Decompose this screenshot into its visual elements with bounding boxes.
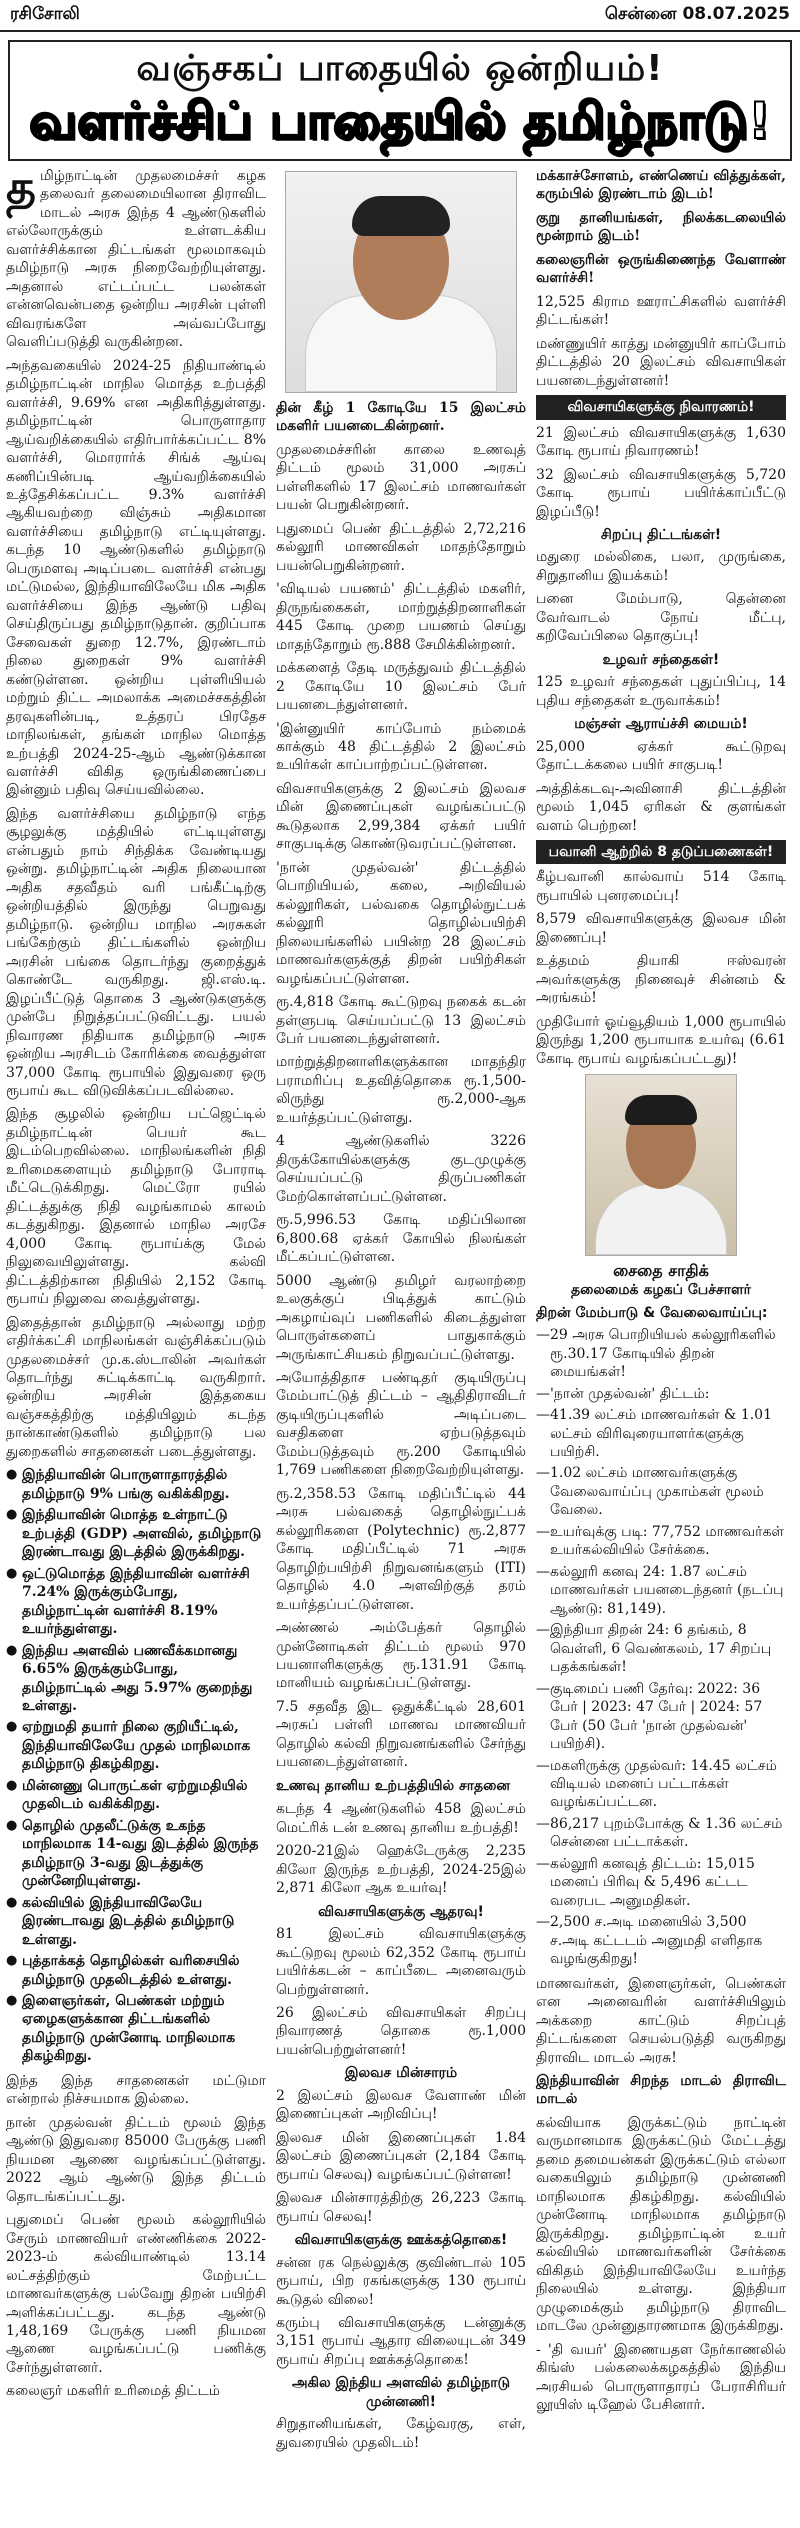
list-item: ● மின்னணு பொருட்கள் ஏற்றுமதியில் முதலிடம் வகிக்கிறது. [6, 1777, 266, 1814]
article-paragraph: புதுமைப் பெண் மூலம் கல்லூரியில் சேரும் மாணவியர் எண்ணிக்கை 2022-2023-ம் கல்வியாண்டில் 13.14 லட்சத்திற்கும் மேற்பட்ட மாணவர்களுக்கு பல்வேறு திறன் பயிற்சி அளிக்கப்பட்டது. கடந்த ஆண்டு 1,48,169 பேருக்கு பணி நியமன ஆணை வழங்கப்பட்டு பணிக்கு சேர்ந்துள்ளனர். [6, 2212, 266, 2376]
article-paragraph: 'விடியல் பயணம்' திட்டத்தில் மகளிர், திருநங்கைகள், மாற்றுத்திறனாளிகள் 445 கோடி முறை பயணம் செய்து மாதந்தோறும் ரூ.888 சேமிக்கின்றனர். [276, 581, 526, 653]
headline-box [8, 40, 792, 161]
section-heading: விவசாயிகளுக்கு ஊக்கத்தொகை! [294, 2232, 508, 2249]
article-paragraph: 12,525 கிராம ஊராட்சிகளில் வளர்ச்சி திட்டங்கள்! [536, 293, 786, 329]
column-1 [6, 160, 266, 2457]
list-item: — 41.39 லட்சம் மாணவர்கள் & 1.01 லட்சம் விரிவுரையாளர்களுக்கு பயிற்சி. [536, 1406, 786, 1461]
article-paragraph: 26 இலட்சம் விவசாயிகள் சிறப்பு நிவாரணத் தொகை ரூ.1,000 பயன்பெற்றுள்ளனர்! [276, 2004, 526, 2058]
article-paragraph: 32 இலட்சம் விவசாயிகளுக்கு 5,720 கோடி ரூபாய் பயிர்க்காப்பீட்டு இழப்பீடு! [536, 466, 786, 520]
article-paragraph: சிறுதானியங்கள், கேழ்வரகு, எள், துவரையில் முதலிடம்! [276, 2416, 526, 2451]
article-paragraph: 'இன்னுயிர் காப்போம் நம்மைக் காக்கும் 48 திட்டத்தில் 2 இலட்சம் உயிர்கள் காப்பாற்றப்பட்டுள்ளன. [276, 720, 526, 774]
article-paragraph: பனை மேம்பாடு, தென்னை வேர்வாடல் நோய் மீட்பு, கறிவேப்பிலை தொகுப்பு! [536, 591, 786, 645]
article-paragraph: நான் முதல்வன் திட்டம் மூலம் இந்த ஆண்டு இதுவரை 85000 பேருக்கு பணி நியமன ஆணை வழங்கப்பட்டுள்ளது. 2022 ஆம் ஆண்டு இந்த திட்டம் தொடங்கப்பட்டது. [6, 2114, 266, 2205]
article-paragraph: இந்தியாவின் சிறந்த மாடல் திராவிட மாடல் [536, 2073, 786, 2108]
article-paragraph: அயோத்திதாச பண்டிதர் குடியிருப்பு மேம்பாட்டுத் திட்டம் – ஆதிதிராவிடர் குடியிருப்புகளில் அடிப்படை வசதிகளை ஏற்படுத்தவும் மேம்படுத்தவும் ரூ.200 கோடியில் 1,769 பணிகளை நிறைவேற்றியுள்ளது. [276, 1369, 526, 1479]
article-paragraph: மக்களைத் தேடி மருத்துவம் திட்டத்தில் 2 கோடியே 10 இலட்சம் பேர் பயனடைந்துள்ளனர். [276, 660, 526, 714]
article-paragraph: மண்ணுயிர் காத்து மன்னுயிர் காப்போம் திட்டத்தில் 20 இலட்சம் விவசாயிகள் பயனடைந்துள்ளனர்! [536, 335, 786, 389]
section-heading: சிறப்பு திட்டங்கள்! [600, 526, 722, 543]
article-paragraph: புதுமைப் பெண் திட்டத்தில் 2,72,216 கல்லூரி மாணவிகள் மாதந்தோறும் பயன்பெறுகின்றனர். [276, 520, 526, 574]
list-item: — 86,217 புறம்போக்கு & 1.36 லட்சம் சென்னை பட்டாக்கள். [536, 1815, 786, 1852]
article-paragraph: தின் கீழ் 1 கோடியே 15 இலட்சம் மகளிர் பயனடைகின்றனர். [276, 400, 526, 435]
article-paragraph: ரூ.4,818 கோடி கூட்டுறவு நகைக் கடன் தள்ளுபடி செய்யப்பட்டு 13 இலட்சம் பேர் பயனடைந்துள்ளனர். [276, 994, 526, 1047]
article-paragraph: 2 இலட்சம் இலவச வேளாண் மின் இணைப்புகள் அறிவிப்பு! [276, 2087, 526, 2123]
list-item: — குடிமைப் பணி தேர்வு: 2022: 36 பேர் | 2023: 47 பேர் | 2024: 57 பேர் (50 பேர் 'நான் முதல்வன்' பயிற்சி). [536, 1680, 786, 1754]
article-paragraph: 125 உழவர் சந்தைகள் புதுப்பிப்பு, 14 புதிய சந்தைகள் உருவாக்கம்! [536, 674, 786, 709]
article-paragraph: 5000 ஆண்டு தமிழர் வரலாற்றை உலகுக்குப் பிடித்துக் காட்டும் அகழாய்வுப் பணிகளில் கிடைத்துள்ள பொருள்களைப் பாதுகாக்கும் அருங்காட்சியகம் நிறுவப்பட்டுள்ளது. [276, 1272, 526, 1363]
column-3 [536, 167, 786, 2457]
list-item: — 'நான் முதல்வன்' திட்டம்: [536, 1385, 786, 1403]
article-paragraph: கடந்த 4 ஆண்டுகளில் 458 இலட்சம் மெட்ரிக் டன் உணவு தானிய உற்பத்தி! [276, 1801, 526, 1836]
article-paragraph: இந்த சூழலில் ஒன்றிய பட்ஜெட்டில் தமிழ்நாட்டின் பெயர் கூட இடம்பெறவில்லை. மாநிலங்களின் நிதி உரிமைகளையும் தமிழ்நாடு போராடி மீட்டெடுக்கிறது. மெட்ரோ ரயில் திட்டத்துக்கு நிதி வழங்காமல் காலம் கடத்துகிறது. இதனால் மாநில அரசே 4,000 கோடி ரூபாய்க்கு மேல் நிலுவையிலுள்ளது. கல்வி திட்டத்திற்கான நிதியில் 2,152 கோடி ரூபாய் நிலுவை வைத்துள்ளது. [6, 1106, 266, 1308]
article-paragraph: ரூ.2,358.53 கோடி மதிப்பீட்டில் 44 அரசு பல்வகைத் தொழில்நுட்பக் கல்லூரிகளை (Polytechnic) ரூ.2,877 கோடி மதிப்பீட்டில் 71 அரசு தொழிற்பயிற்சி நிறுவனங்களும் (ITI) தொழில் 4.0 அளவிற்குத் தரம் உயர்த்தப்பட்டுள்ளன. [276, 1485, 526, 1613]
article-paragraph: அந்தவகையில் 2024-25 நிதியாண்டில் தமிழ்நாட்டின் மாநில மொத்த உற்பத்தி வளர்ச்சி, 9.69% என அதிகரித்துள்ளது. தமிழ்நாட்டின் பொருளாதார ஆய்வறிக்கையில் எதிர்பார்க்கப்பட்ட 8% வளர்ச்சி, மொரார்க் சிங்க் ஆய்வு கணிப்பின்படி ஆய்வறிக்கையில் உத்தேசிக்கப்பட்ட 9.3% வளர்ச்சி ஆகியவற்றை விஞ்சும் அதிகமான வளர்ச்சியை தமிழ்நாடு எட்டியுள்ளது. கடந்த 10 ஆண்டுகளில் தமிழ்நாடு பெருமளவு அடிப்படை வளர்ச்சி என்பது மட்டுமல்ல, இந்தியாவிலேயே மிக அதிக வளர்ச்சியை இந்த ஆண்டு பதிவு செய்திருப்பது தமிழ்நாடுதான். குறிப்பாக சேவைகள் துறை 12.7%, இரண்டாம் நிலை துறைகள் 9% வளர்ச்சி கண்டுள்ளன. ஒன்றிய புள்ளியியல் மற்றும் திட்ட அமலாக்க அமைச்சகத்தின் தரவுகளின்படி, உத்தரப் பிரதேச மாநிலங்கள், தங்கள் மாநில மொத்த உற்பத்தி 2024-25-ஆம் ஆண்டுக்கான வளர்ச்சி விகித ஒருங்கிணைப்பை இன்னும் பதிவு செய்யவில்லை. [6, 357, 266, 799]
article-paragraph: இந்த வளர்ச்சியை தமிழ்நாடு எந்த சூழலுக்கு மத்தியில் எட்டியுள்ளது என்பதும் நாம் சிந்திக்க வேண்டியது ஒன்று. தமிழ்நாட்டின் அதிக நிலையான அதிக சதவீதம் வரி பங்கீட்டிற்கு ஒன்றியத்தில் இருந்து பெறுவது தமிழ்நாடு. ஒன்றிய மாநில அரசுகள் பங்கேற்கும் திட்டங்களில் ஒன்றிய அரசின் பங்கை தொடர்ந்து குறைத்துக் கொண்டே வருகிறது. ஜி.எஸ்.டி. இழப்பீட்டுத் தொகை 3 ஆண்டுகளுக்கு முன்பே நிறுத்தப்பட்டுவிட்டது. பயல் நிவாரண நிதியாக தமிழ்நாடு அரசு ஒன்றிய அரசிடம் கோரிக்கை வைத்துள்ள 37,000 கோடி ரூபாயில் இதுவரை ஒரு ரூபாய் கூட விடுவிக்கப்படவில்லை. [6, 805, 266, 1099]
article-paragraph: கரும்பு விவசாயிகளுக்கு டன்னுக்கு 3,151 ரூபாய் ஆதார விலையுடன் 349 ரூபாய் சிறப்பு ஊக்கத்தொகை! [276, 2315, 526, 2368]
list-item: ● இந்தியாவின் மொத்த உள்நாட்டு உற்பத்தி (GDP) அளவில், தமிழ்நாடு இரண்டாவது இடத்தில் இருக்கிறது. [6, 1506, 266, 1561]
author-name: சைதை சாதிக் [613, 1261, 709, 1281]
article-paragraph: 2020-21இல் ஹெக்டேருக்கு 2,235 கிலோ இருந்த உற்பத்தி, 2024-25இல் 2,871 கிலோ ஆக உயர்வு! [276, 1843, 526, 1897]
article-paragraph: குறு தானியங்கள், நிலக்கடலையில் மூன்றாம் இடம்! [536, 209, 786, 245]
article-paragraph: 4 ஆண்டுகளில் 3226 திருக்கோயில்களுக்கு குடமுழுக்கு செய்யப்பட்டு திருப்பணிகள் மேற்கொள்ளப்பட்டுள்ளன. [276, 1133, 526, 1205]
list-item: ● தொழில் முதலீட்டுக்கு உகந்த மாநிலமாக 14-வது இடத்தில் இருந்த தமிழ்நாடு 3-வது இடத்துக்கு முன்னேறியுள்ளது. [6, 1817, 266, 1891]
article-paragraph: உத்தமம் தியாகி ஈஸ்வரன் அவர்களுக்கு நினைவுச் சின்னம் & அரங்கம்! [536, 953, 786, 1007]
list-item: ● புத்தாக்கத் தொழில்கள் வரிசையில் தமிழ்நாடு முதலிடத்தில் உள்ளது. [6, 1952, 266, 1989]
section-heading: இலவச மின்சாரம் [344, 2065, 458, 2082]
headline-line2: வளர்ச்சிப் பாதையில் தமிழ்நாடு! [29, 92, 771, 150]
list-item: — இந்தியா திறன் 24: 6 தங்கம், 8 வெள்ளி, 6 வெண்கலம், 17 சிறப்பு பதக்கங்கள்! [536, 1621, 786, 1676]
author-photo [585, 1074, 737, 1256]
list-item: — உயர்வுக்கு படி: 77,752 மாணவர்கள் உயர்கல்வியில் சேர்க்கை. [536, 1523, 786, 1560]
masthead-paper-name: ரசிசோலி [10, 4, 80, 24]
author-role: தலைமைக் கழகப் பேச்சாளர் [571, 1282, 751, 1299]
article-paragraph: மக்காச்சோளம், எண்ணெய் வித்துக்கள், கரும்பில் இரண்டாம் இடம்! [536, 168, 786, 203]
article-paragraph: கல்வியாக இருக்கட்டும் நாட்டின் வருமானமாக இருக்கட்டும் மேட்டத்து தமை தமையன்கள் இருக்கட்டும் எல்லா வகையிலும் தமிழ்நாடு முன்னணி மாநிலமாக திகழ்கிறது. கல்வியில் முன்னோடி மாநிலமாக தமிழ்நாடு இருக்கிறது. தமிழ்நாட்டின் உயர் கல்வியில் மாணவர்களின் சேர்க்கை விகிதம் இந்தியாவிலேயே உயர்ந்த நிலையில் உள்ளது. இந்தியா முழுமைக்கும் தமிழ்நாடு திராவிட மாடலே முன்னுதாரணமாக இருக்கிறது. [536, 2114, 786, 2335]
article-paragraph: 8,579 விவசாயிகளுக்கு இலவச மின் இணைப்பு! [536, 911, 786, 946]
intro-paragraph: தமிழ்நாட்டின் முதலமைச்சர் கழக தலைவர் தலைமையிலான திராவிட மாடல் அரசு இந்த 4 ஆண்டுகளில் எல்லோருக்கும் உள்ளடக்கிய வளர்ச்சிக்கான திட்டங்கள் மூலமாகவும் தமிழ்நாடு அரசு நிறைவேற்றியுள்ளது. அதனால் எட்டப்பட்ட பலன்கள் என்னவென்பதை ஒன்றிய அரசின் புள்ளி விவரங்களே அவ்வப்போது வெளிப்படுத்தி வருகின்றன. [6, 160, 266, 351]
section-heading: உழவர் சந்தைகள்! [602, 651, 720, 668]
author-caption [536, 1260, 786, 1300]
article-paragraph: 21 இலட்சம் விவசாயிகளுக்கு 1,630 கோடி ரூபாய் நிவாரணம்! [536, 424, 786, 460]
column-2 [276, 167, 526, 2457]
list-item: ● இளைஞர்கள், பெண்கள் மற்றும் ஏழைகளுக்கான திட்டங்களில் தமிழ்நாடு முன்னோடி மாநிலமாக திகழ்கிறது. [6, 1992, 266, 2066]
skills-list [536, 1326, 786, 1968]
article-paragraph: இலவச மின் இணைப்புகள் 1.84 இலட்சம் இணைப்புகள் (2,184 கோடி ரூபாய் செலவு) வழங்கப்பட்டுள்ளன! [276, 2129, 526, 2183]
article-paragraph: கலைஞர் மகளிர் உரிமைத் திட்டம் [6, 2383, 220, 2400]
achievements-list [6, 1466, 266, 2066]
article-paragraph: 7.5 சதவீத இட ஒதுக்கீட்டில் 28,601 அரசுப் பள்ளி மாணவ மாணவியர் தொழில் கல்வி நிறுவனங்களில் சேர்ந்து பயனடைந்துள்ளனர். [276, 1698, 526, 1771]
section-heading: அகில இந்திய அளவில் தமிழ்நாடு முன்னணி! [291, 2375, 511, 2410]
list-item: ● இந்தியாவின் பொருளாதாரத்தில் தமிழ்நாடு 9% பங்கு வகிக்கிறது. [6, 1466, 266, 1503]
article-paragraph: மாணவர்கள், இளைஞர்கள், பெண்கள் என அனைவரின் வளர்ச்சியிலும் அக்கறை காட்டும் சிறப்புத் திட்டங்களை செயல்படுத்தி வருகிறது திராவிட மாடல் அரசு! [536, 1975, 786, 2066]
article-paragraph: - 'தி வயர்' இணையதள நேர்காணலில் கிங்ஸ் பல்கலைக்கழகத்தில் இந்திய அரசியல் பொருளாதாரப் பேராசிரியர் லூயிஸ் டிஹேல் பேசினார். [536, 2341, 786, 2413]
article-paragraph: முதியோர் ஓய்வூதியம் 1,000 ரூபாயில் இருந்து 1,200 ரூபாயாக உயர்வு (6.61 கோடி ரூபாய் வழங்கப்பட்டது)! [536, 1013, 786, 1067]
list-item: ● இந்திய அளவில் பணவீக்கமானது 6.65% இருக்கும்போது, தமிழ்நாட்டில் அது 5.97% குறைந்து உள்ளது. [6, 1642, 266, 1716]
list-item: ● ஏற்றுமதி தயார் நிலை குறியீட்டில், இந்தியாவிலேயே முதல் மாநிலமாக தமிழ்நாடு திகழ்கிறது. [6, 1718, 266, 1773]
section-heading: விவசாயிகளுக்கு நிவாரணம்! [536, 395, 786, 419]
headline-line1: வஞ்சகப் பாதையில் ஒன்றியம்! [136, 48, 664, 89]
chief-minister-photo [285, 171, 517, 393]
article-paragraph: அண்ணல் அம்பேத்கர் தொழில் முன்னோடிகள் திட்டம் மூலம் 970 பயனாளிகளுக்கு ரூ.131.91 கோடி மானியம் வழங்கப்பட்டுள்ளது. [276, 1620, 526, 1692]
article-paragraph: 'நான் முதல்வன்' திட்டத்தில் பொறியியல், கலை, அறிவியல் கல்லூரிகள், பல்வகை தொழில்நுட்பக் கல்லூரி தொழில்பயிற்சி நிலையங்களில் பயின்ற 28 இலட்சம் மாணவர்களுக்குத் திறன் பயிற்சிகள் வழங்கப்பட்டுள்ளன. [276, 859, 526, 987]
drop-cap: த [6, 160, 36, 214]
list-item: — 2,500 ச.அடி மனையில் 3,500 ச.அடி கட்டடம் அனுமதி எளிதாக வழங்குகிறது! [536, 1913, 786, 1968]
article-paragraph: 25,000 ஏக்கர் கூட்டுறவு தோட்டக்கலை பயிர் சாகுபடி! [536, 738, 786, 774]
list-item: — 29 அரசு பொறியியல் கல்லூரிகளில் ரூ.30.17 கோடியில் திறன் மையங்கள்! [536, 1326, 786, 1381]
list-item: ● கல்வியில் இந்தியாவிலேயே இரண்டாவது இடத்தில் தமிழ்நாடு உள்ளது. [6, 1894, 266, 1949]
article-paragraph: முதலமைச்சரின் காலை உணவுத் திட்டம் மூலம் 31,000 அரசுப் பள்ளிகளில் 17 இலட்சம் மாணவர்கள் பயன் பெறுகின்றனர். [276, 441, 526, 514]
list-item: — கல்லூரி கனவுத் திட்டம்: 15,015 மனைப் பிரிவு & 5,496 கட்டட வரைபட அனுமதிகள். [536, 1855, 786, 1910]
article-paragraph: 81 இலட்சம் விவசாயிகளுக்கு கூட்டுறவு மூலம் 62,352 கோடி ரூபாய் பயிர்க்கடன் – காப்பீடை அனைவரும் பெற்றுள்ளனர். [276, 1926, 526, 1998]
article-paragraph: ரூ.5,996.53 கோடி மதிப்பிலான 6,800.68 ஏக்கர் கோயில் நிலங்கள் மீட்கப்பட்டுள்ளன. [276, 1212, 526, 1266]
section-heading: விவசாயிகளுக்கு ஆதரவு! [318, 1903, 484, 1920]
section-heading: திறன் மேம்பாடு & வேலைவாய்ப்பு: [536, 1304, 768, 1321]
masthead-dateline: சென்னை 08.07.2025 [604, 4, 790, 24]
article-paragraph: சன்ன ரக நெல்லுக்கு குவிண்டால் 105 ரூபாய், பிற ரகங்களுக்கு 130 ரூபாய் கூடுதல் விலை! [276, 2254, 526, 2308]
section-heading: பவானி ஆற்றில் 8 தடுப்பணைகள்! [536, 840, 786, 864]
article-paragraph: இலவச மின்சாரத்திற்கு 26,223 கோடி ரூபாய் செலவு! [276, 2190, 526, 2225]
article-paragraph: இதைத்தான் தமிழ்நாடு அல்லாது மற்ற எதிர்க்கட்சி மாநிலங்கள் வஞ்சிக்கப்படும் முதலமைச்சர் மு.க.ஸ்டாலின் அவர்கள் தொடர்ந்து சுட்டிக்காட்டி வருகிறார். ஒன்றிய அரசின் இத்தகைய வஞ்சகத்திற்கு மத்தியிலும் கடந்த நான்காண்டுகளில் தமிழ்நாடு பல துறைகளில் சாதனைகள் படைத்துள்ளது. [6, 1314, 266, 1460]
list-item: — கல்லூரி கனவு 24: 1.87 லட்சம் மாணவர்கள் பயனடைந்தனர் (நடப்பு ஆண்டு: 81,149). [536, 1563, 786, 1618]
article-paragraph: கீழ்பவானி கால்வாய் 514 கோடி ரூபாயில் புனரமைப்பு! [536, 869, 786, 904]
article-paragraph: மாற்றுத்திறனாளிகளுக்கான மாதந்திர பராமரிப்பு உதவித்தொகை ரூ.1,500-லிருந்து ரூ.2,000-ஆக உயர்த்தப்பட்டுள்ளது. [276, 1054, 526, 1126]
article-paragraph: கலைஞரின் ஒருங்கிணைந்த வேளாண் வளர்ச்சி! [536, 251, 786, 287]
article-columns [6, 160, 794, 2457]
section-heading: மஞ்சள் ஆராய்ச்சி மையம்! [574, 716, 748, 733]
masthead [0, 0, 800, 32]
list-item: — மகளிருக்கு முதல்வர்: 14.45 லட்சம் விடியல் மனைப் பட்டாக்கள் வழங்கப்பட்டன. [536, 1757, 786, 1812]
article-paragraph: அத்திக்கடவு-அவினாசி திட்டத்தின் மூலம் 1,045 ஏரிகள் & குளங்கள் வளம் பெற்றன! [536, 780, 786, 834]
list-item: — 1.02 லட்சம் மாணவர்களுக்கு வேலைவாய்ப்பு முகாம்கள் மூலம் வேலை. [536, 1464, 786, 1519]
article-paragraph: மதுரை மல்லிகை, பலா, முருங்கை, சிறுதானிய இயக்கம்! [536, 549, 786, 584]
list-item: ● ஒட்டுமொத்த இந்தியாவின் வளர்ச்சி 7.24% இருக்கும்போது, தமிழ்நாட்டின் வளர்ச்சி 8.19% உயர்ந்துள்ளது. [6, 1565, 266, 1639]
article-paragraph: விவசாயிகளுக்கு 2 இலட்சம் இலவச மின் இணைப்புகள் வழங்கப்பட்டு கூடுதலாக 2,99,384 ஏக்கர் பயிர் சாகுபடிக்கு கொண்டுவரப்பட்டுள்ளன. [276, 780, 526, 853]
article-paragraph: உணவு தானிய உற்பத்தியில் சாதனை [276, 1777, 510, 1794]
article-paragraph: இந்த இந்த சாதனைகள் மட்டுமா என்றால் நிச்சயமாக இல்லை. [6, 2072, 266, 2108]
